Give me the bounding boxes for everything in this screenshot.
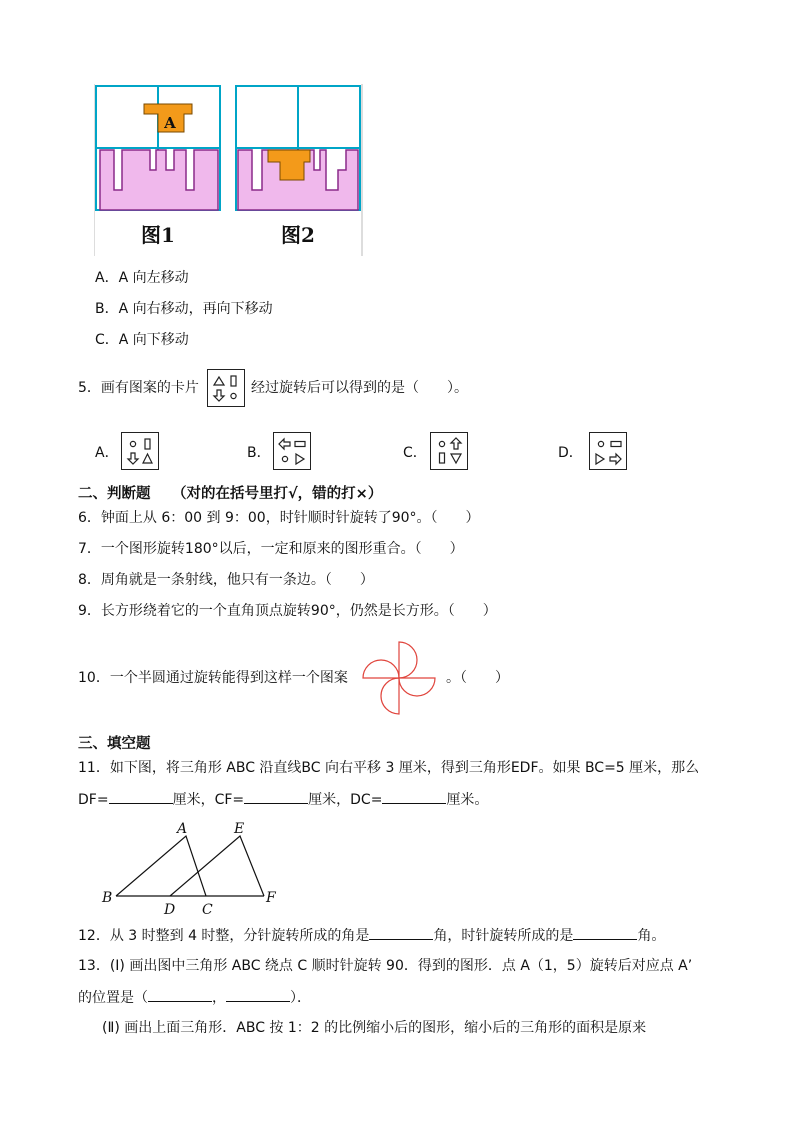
q12-text [78, 925, 665, 946]
q4-option-b: B．A 向右移动，再向下移动 [95, 301, 273, 317]
q11-cf-label: 厘米，CF= [172, 792, 245, 808]
q13-blank-x[interactable] [148, 987, 212, 1002]
q12-part-b: 角，时针旋转所成的是 [433, 928, 574, 944]
q13-line2-c: ）． [290, 990, 311, 1006]
label-b: B [102, 890, 113, 906]
q11-df-label: DF= [78, 792, 109, 808]
q10-text-after: 。（ ） [446, 670, 509, 686]
q4-figure [94, 84, 364, 256]
q12-part-c: 角。 [637, 928, 666, 944]
q12-blank-1[interactable] [369, 925, 433, 940]
fig1-caption: 图1 [141, 223, 175, 247]
translation-figure [94, 84, 364, 256]
q5-option-c-label: C． [403, 445, 427, 461]
q5-option-d-label: D． [558, 445, 583, 461]
q5-stem-after: 经过旋转后可以得到的是（ ）。 [251, 380, 468, 396]
q13-line3: (Ⅱ) 画出上面三角形．ABC 按 1：2 的比例缩小后的图形，缩小后的三角形的面积是原来 [102, 1020, 647, 1036]
q11-line1: 11．如下图，将三角形 ABC 沿直线BC 向右平移 3 厘米，得到三角形EDF。如果 BC=5 厘米，那么 [78, 760, 700, 776]
label-d: D [164, 902, 176, 918]
q4-option-c: C．A 向下移动 [95, 332, 189, 348]
label-c: C [202, 902, 213, 918]
triangle-figure [98, 818, 298, 922]
q5-stem-before: 5．画有图案的卡片 [78, 380, 199, 396]
q11-dc-label: 厘米，DC= [308, 792, 383, 808]
q4-option-a: A．A 向左移动 [95, 270, 189, 286]
q13-blank-y[interactable] [226, 987, 290, 1002]
q6-text: 6．钟面上从 6：00 到 9：00，时针顺时针旋转了90°。（ ） [78, 510, 480, 526]
q8-text: 8．周角就是一条射线，他只有一条边。（ ） [78, 572, 374, 588]
shape-label: A [164, 114, 176, 132]
q5-card-b [273, 432, 311, 470]
q5-card-c [430, 432, 468, 470]
q12-part-a: 12．从 3 时整到 4 时整，分针旋转所成的角是 [78, 928, 370, 944]
q5-card-d [589, 432, 627, 470]
q7-text: 7．一个图形旋转180°以后，一定和原来的图形重合。（ ） [78, 541, 464, 557]
q13-line2 [78, 987, 311, 1008]
q5-option-b-label: B． [247, 445, 271, 461]
q9-text: 9．长方形绕着它的一个直角顶点旋转90°，仍然是长方形。（ ） [78, 603, 497, 619]
q11-cf-blank[interactable] [244, 789, 308, 804]
fig2-caption: 图2 [281, 223, 315, 247]
label-e: E [234, 821, 245, 837]
q11-dc-blank[interactable] [382, 789, 446, 804]
section2-title: 二、判断题 [78, 486, 151, 502]
q13-line1: 13．(Ⅰ) 画出图中三角形 ABC 绕点 C 顺时针旋转 90．得到的图形．点 A（1，5）旋转后对应点 A’ [78, 958, 693, 974]
q13-line2-a: 的位置是（ [78, 990, 148, 1006]
q12-blank-2[interactable] [573, 925, 637, 940]
label-f: F [266, 890, 276, 906]
label-a: A [177, 821, 188, 837]
section2-note: （对的在括号里打√，错的打×） [172, 486, 383, 502]
q5-card-original [207, 369, 245, 407]
section3-title: 三、填空题 [78, 736, 151, 752]
q5-option-a-label: A． [95, 445, 119, 461]
pinwheel-figure [362, 641, 436, 719]
q13-line2-b: ， [212, 990, 226, 1006]
q5-card-a [121, 432, 159, 470]
q11-end: 厘米。 [446, 792, 489, 808]
q11-line2 [78, 789, 488, 810]
q10-text-before: 10．一个半圆通过旋转能得到这样一个图案 [78, 670, 348, 686]
q11-df-blank[interactable] [109, 789, 173, 804]
